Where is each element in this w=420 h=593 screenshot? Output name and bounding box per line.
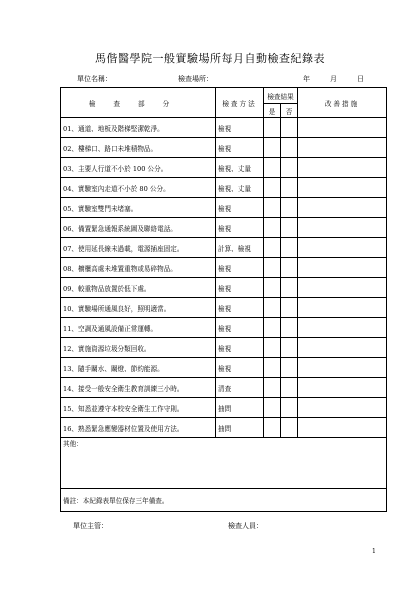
item-method: 計算、檢視 — [216, 238, 264, 258]
item-method: 清查 — [216, 378, 264, 398]
improvement-action-cell[interactable] — [298, 418, 387, 438]
item-method: 檢視、丈量 — [216, 178, 264, 198]
item-text: 04、實驗室內走道不小於 80 公分。 — [61, 178, 216, 198]
result-yes-cell[interactable] — [264, 378, 281, 398]
item-method: 檢視 — [216, 278, 264, 298]
result-yes-cell[interactable] — [264, 138, 281, 158]
month-label: 月 — [330, 75, 337, 83]
table-row — [61, 158, 387, 178]
item-text: 11、空調及通風設備正常運轉。 — [61, 318, 216, 338]
improvement-action-cell[interactable] — [298, 198, 387, 218]
document-title: 馬偕醫學院一般實驗場所每月自動檢查紀錄表 — [95, 52, 325, 65]
result-no-cell[interactable] — [281, 118, 298, 138]
table-row — [61, 178, 387, 198]
item-text: 09、較重物品放置於低下處。 — [61, 278, 216, 298]
result-yes-cell[interactable] — [264, 398, 281, 418]
item-text: 12、實施資源垃圾分類回收。 — [61, 338, 216, 358]
result-no-cell[interactable] — [281, 158, 298, 178]
day-label: 日 — [357, 75, 364, 83]
header-inspection-result: 檢查結果 — [264, 88, 298, 104]
item-text: 06、備置緊急通報系統圖及聯絡電話。 — [61, 218, 216, 238]
item-text: 02、樓梯口、路口未堆積物品。 — [61, 138, 216, 158]
result-yes-cell[interactable] — [264, 318, 281, 338]
result-no-cell[interactable] — [281, 138, 298, 158]
result-yes-cell[interactable] — [264, 338, 281, 358]
table-row — [61, 258, 387, 278]
year-label: 年 — [303, 75, 310, 83]
inspection-items — [61, 118, 387, 438]
item-text: 05、實驗室雙門未堵塞。 — [61, 198, 216, 218]
improvement-action-cell[interactable] — [298, 158, 387, 178]
item-text: 07、使用延長線未過載，電源插座固定。 — [61, 238, 216, 258]
result-yes-cell[interactable] — [264, 258, 281, 278]
improvement-action-cell[interactable] — [298, 218, 387, 238]
item-method: 檢視 — [216, 298, 264, 318]
other-notes-cell[interactable]: 其他： — [61, 438, 387, 489]
item-method: 檢視 — [216, 138, 264, 158]
result-no-cell[interactable] — [281, 398, 298, 418]
table-row — [61, 238, 387, 258]
result-no-cell[interactable] — [281, 358, 298, 378]
item-text: 15、知悉並遵守本校安全衛生工作守則。 — [61, 398, 216, 418]
result-no-cell[interactable] — [281, 378, 298, 398]
item-text: 13、隨手關水、關燈、節約能源。 — [61, 358, 216, 378]
remark-cell: 備註：本紀錄表單位保存三年備查。 — [61, 489, 387, 512]
improvement-action-cell[interactable] — [298, 398, 387, 418]
item-method: 抽問 — [216, 398, 264, 418]
item-method: 檢視 — [216, 258, 264, 278]
page-number: 1 — [372, 548, 376, 555]
unit-name-label: 單位名稱： — [77, 75, 112, 83]
improvement-action-cell[interactable] — [298, 318, 387, 338]
item-text: 16、熟悉緊急應變器材位置及使用方法。 — [61, 418, 216, 438]
result-no-cell[interactable] — [281, 338, 298, 358]
item-text: 10、實驗場所通風良好，照明適當。 — [61, 298, 216, 318]
improvement-action-cell[interactable] — [298, 258, 387, 278]
improvement-action-cell[interactable] — [298, 138, 387, 158]
item-method: 檢視 — [216, 218, 264, 238]
item-text: 08、櫥櫃高處未堆置重物或易碎物品。 — [61, 258, 216, 278]
header-inspection-part: 檢查部分 — [61, 88, 216, 118]
result-no-cell[interactable] — [281, 238, 298, 258]
item-method: 檢視、丈量 — [216, 158, 264, 178]
result-no-cell[interactable] — [281, 318, 298, 338]
table-row — [61, 198, 387, 218]
header-no: 否 — [281, 104, 298, 118]
item-method: 檢視 — [216, 338, 264, 358]
result-yes-cell[interactable] — [264, 418, 281, 438]
unit-chief-signature-label: 單位主管： — [73, 522, 108, 530]
table-row — [61, 278, 387, 298]
result-yes-cell[interactable] — [264, 278, 281, 298]
item-method: 檢視 — [216, 318, 264, 338]
table-row — [61, 318, 387, 338]
result-yes-cell[interactable] — [264, 198, 281, 218]
header-improvement-action: 改善措施 — [298, 88, 387, 118]
item-method: 檢視 — [216, 358, 264, 378]
improvement-action-cell[interactable] — [298, 278, 387, 298]
improvement-action-cell[interactable] — [298, 298, 387, 318]
result-yes-cell[interactable] — [264, 118, 281, 138]
item-text: 03、主要人行道不小於 100 公分。 — [61, 158, 216, 178]
inspection-table — [60, 87, 387, 512]
item-text: 01、通道、地板及階梯堅潔乾淨。 — [61, 118, 216, 138]
result-yes-cell[interactable] — [264, 238, 281, 258]
result-no-cell[interactable] — [281, 298, 298, 318]
improvement-action-cell[interactable] — [298, 338, 387, 358]
table-row — [61, 138, 387, 158]
table-row — [61, 298, 387, 318]
result-yes-cell[interactable] — [264, 218, 281, 238]
result-yes-cell[interactable] — [264, 178, 281, 198]
item-method: 抽問 — [216, 418, 264, 438]
table-row — [61, 378, 387, 398]
table-row — [61, 118, 387, 138]
table-row — [61, 338, 387, 358]
result-no-cell[interactable] — [281, 198, 298, 218]
result-no-cell[interactable] — [281, 278, 298, 298]
result-no-cell[interactable] — [281, 178, 298, 198]
item-text: 14、接受一般安全衛生教育訓練三小時。 — [61, 378, 216, 398]
result-yes-cell[interactable] — [264, 158, 281, 178]
item-method: 檢視 — [216, 118, 264, 138]
inspector-signature-label: 檢查人員： — [228, 522, 263, 530]
table-row — [61, 418, 387, 438]
improvement-action-cell[interactable] — [298, 358, 387, 378]
header-yes: 是 — [264, 104, 281, 118]
inspection-place-label: 檢查場所： — [178, 75, 213, 83]
table-row — [61, 358, 387, 378]
table-row — [61, 398, 387, 418]
result-no-cell[interactable] — [281, 418, 298, 438]
improvement-action-cell[interactable] — [298, 378, 387, 398]
item-method: 檢視 — [216, 198, 264, 218]
table-row — [61, 218, 387, 238]
improvement-action-cell[interactable] — [298, 118, 387, 138]
result-yes-cell[interactable] — [264, 358, 281, 378]
result-yes-cell[interactable] — [264, 298, 281, 318]
improvement-action-cell[interactable] — [298, 178, 387, 198]
header-inspection-method: 檢查方法 — [216, 88, 264, 118]
result-no-cell[interactable] — [281, 218, 298, 238]
result-no-cell[interactable] — [281, 258, 298, 278]
improvement-action-cell[interactable] — [298, 238, 387, 258]
